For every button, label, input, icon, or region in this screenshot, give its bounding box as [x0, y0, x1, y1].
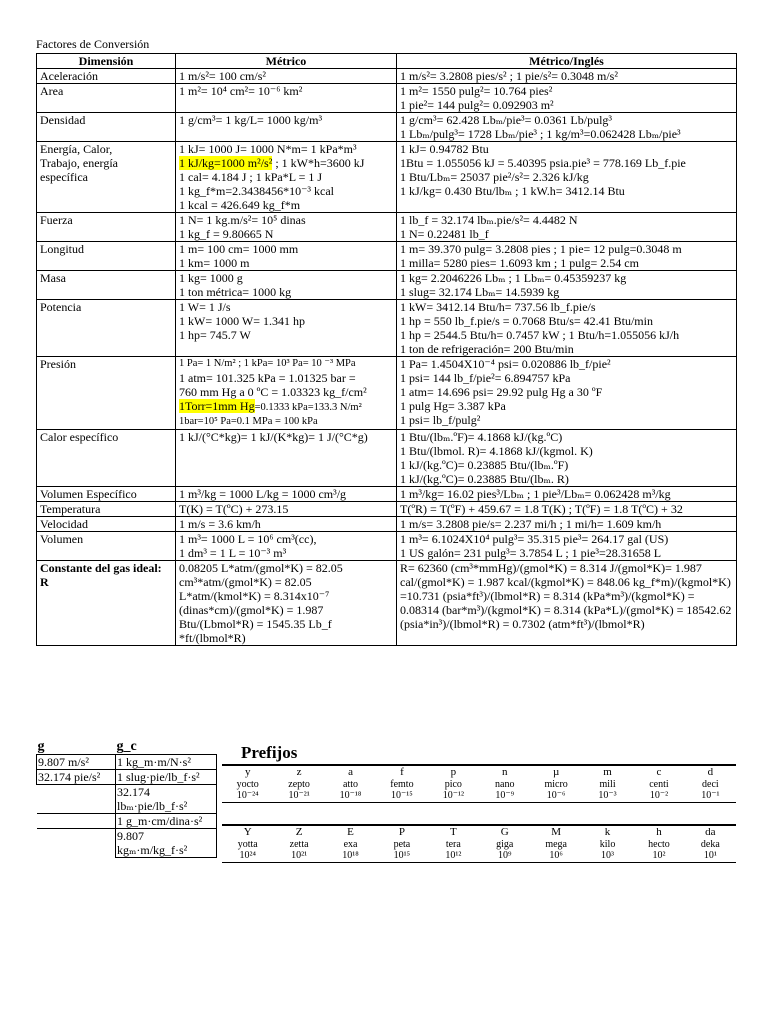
metric-cell: 1 kg= 1000 g 1 ton métrica= 1000 kg	[176, 271, 397, 300]
prefix-text: deci	[702, 778, 719, 790]
metric-cell: 0.08205 L*atm/(gmol*K) = 82.05 cm³*atm/(gmol*K) = 82.05 L*atm/(kmol*K) = 8.314x10⁻⁷ (dinas*cm)/(gmol*K) = 1.987 Btu/(Lbmol*R) = 1545.35 Lb_f *ft/(lbmol*R)	[176, 561, 397, 646]
table-header-row	[37, 740, 217, 755]
highlighted-text: 1 kJ/kg=1000 m²/s²	[179, 156, 273, 170]
prefix-text: 10⁻²	[649, 790, 669, 801]
english-cell: 1 kg= 2.2046226 Lbₘ ; 1 Lbₘ= 0.45359237 kg 1 slug= 32.174 Lbₘ= 14.5939 kg	[397, 271, 737, 300]
prefix-cell	[325, 826, 376, 862]
prefix-text: G	[500, 826, 509, 838]
prefix-text: E	[347, 826, 354, 838]
prefix-text: pico	[444, 778, 462, 790]
dimension-cell: Temperatura	[37, 502, 176, 517]
prefix-text: zepto	[288, 778, 310, 790]
prefix-text: k	[604, 826, 611, 838]
prefix-text: deka	[700, 838, 720, 850]
header-dimension: Dimensión	[37, 54, 176, 69]
english-cell: 1 Btu/(lbₘ.ºF)= 4.1868 kJ/(kg.ºC) 1 Btu/(lbmol. R)= 4.1868 kJ/(kgmol. K) 1 kJ/(kg.ºC)= 0.23885 Btu/(lbₘ.ºF) 1 kJ/(kg.ºC)= 0.23885 Btu/(lbₘ. R)	[397, 430, 737, 487]
prefijos-title: Prefijos	[241, 743, 298, 762]
prefix-cell	[325, 766, 376, 802]
header-metric-english: Métrico/Inglés	[397, 54, 737, 69]
dimension-cell: Energía, Calor, Trabajo, energía específica	[37, 142, 176, 213]
table-row	[37, 357, 737, 430]
prefix-text: kilo	[599, 838, 616, 850]
prefix-text: 10⁶	[549, 850, 563, 861]
prefix-text: 10²¹	[291, 850, 308, 861]
dimension-cell: Volumen Específico	[37, 487, 176, 502]
prefix-text: Y	[243, 826, 252, 838]
g-value: 9.807 m/s²	[37, 755, 116, 770]
prefix-text: z	[296, 766, 302, 778]
prefix-cell	[633, 766, 684, 802]
dimension-cell: Calor específico	[37, 430, 176, 487]
prefix-text: mili	[599, 778, 616, 790]
english-cell: 1 m= 39.370 pulg= 3.2808 pies ; 1 pie= 12 pulg=0.3048 m 1 milla= 5280 pies= 1.6093 km ; 1 pulg= 2.54 cm	[397, 242, 737, 271]
table-row	[37, 755, 217, 770]
g-value	[37, 785, 116, 814]
prefix-cell	[479, 826, 530, 862]
prefix-cell	[428, 826, 479, 862]
table-row	[37, 517, 737, 532]
english-cell: 1 kJ= 0.94782 Btu 1Btu = 1.055056 kJ = 5.40395 psia.pie³ = 778.169 Lb_f.pie 1 Btu/Lbₘ= 25037 pie²/s²= 2.326 kJ/kg 1 kJ/kg= 0.430 Btu/lbₘ ; 1 kW.h= 3412.14 Btu	[397, 142, 737, 213]
prefix-text: micro	[544, 778, 568, 790]
prefix-text: µ	[552, 766, 560, 778]
g-value	[37, 814, 116, 829]
table-row	[37, 785, 217, 814]
dimension-cell: Volumen	[37, 532, 176, 561]
gc-value: 1 g_m·cm/dina·s²	[116, 814, 217, 829]
table-row	[37, 271, 737, 300]
gc-value: 9.807 kgₘ·m/kg_f·s²	[116, 829, 217, 858]
prefix-text: Z	[295, 826, 303, 838]
metric-cell: 1 m³= 1000 L = 10⁶ cm³(cc), 1 dm³ = 1 L = 10⁻³ m³	[176, 532, 397, 561]
metric-cell: 1 g/cm³= 1 kg/L= 1000 kg/m³	[176, 113, 397, 142]
prefix-text: da	[705, 826, 716, 838]
english-cell: T(ºR) = T(ºF) + 459.67 = 1.8 T(K) ; T(ºF) = 1.8 T(ºC) + 32	[397, 502, 737, 517]
prefix-text: 10⁻²¹	[288, 790, 310, 801]
metric-cell: 1 kJ/(°C*kg)= 1 kJ/(K*kg)= 1 J/(°C*g)	[176, 430, 397, 487]
english-cell: 1 m²= 1550 pulg²= 10.764 pies² 1 pie²= 144 pulg²= 0.092903 m²	[397, 84, 737, 113]
prefix-text: peta	[393, 838, 411, 850]
prefix-text: nano	[495, 778, 515, 790]
prefix-text: c	[656, 766, 662, 778]
table-row	[37, 502, 737, 517]
conversion-table	[36, 53, 737, 646]
prefix-cell	[685, 826, 736, 862]
table-row	[37, 770, 217, 785]
table-row	[37, 300, 737, 357]
table-row	[37, 532, 737, 561]
prefix-cell	[633, 826, 684, 862]
metric-cell: 1 Pa= 1 N/m² ; 1 kPa= 10³ Pa= 10 ⁻³ MPa 1 atm= 101.325 kPa = 1.01325 bar = 760 mm Hg a 0 ºC = 1.03323 kg_f/cm² 1Torr=1mm Hg=0.1333 kPa=133.3 N/m² 1bar=10⁵ Pa=0.1 MPa = 100 kPa	[176, 357, 397, 430]
prefix-cell	[222, 766, 273, 802]
english-cell: 1 m/s²= 3.2808 pies/s² ; 1 pie/s²= 0.3048 m/s²	[397, 69, 737, 84]
prefix-text: 10⁹	[497, 850, 512, 861]
prefix-row-small	[222, 764, 736, 803]
header-metric: Métrico	[176, 54, 397, 69]
metric-cell: 1 kJ= 1000 J= 1000 N*m= 1 kPa*m³ 1 kJ/kg=1000 m²/s² ; 1 kW*h=3600 kJ 1 cal= 4.184 J ; 1 kPa*L = 1 J 1 kg_f*m=2.3438456*10⁻³ kcal 1 kcal = 426.649 kg_f*m	[176, 142, 397, 213]
prefix-row-large	[222, 824, 736, 863]
table-row	[37, 561, 737, 646]
prefix-text: 10⁻²⁴	[236, 790, 259, 801]
gc-value: 32.174 lbₘ·pie/lb_f·s²	[116, 785, 217, 814]
prefix-text: P	[398, 826, 405, 838]
prefix-text: h	[656, 826, 662, 838]
header-gc: g_c	[116, 740, 217, 755]
prefix-text: f	[400, 766, 404, 778]
metric-cell: 1 N= 1 kg.m/s²= 10⁵ dinas 1 kg_f = 9.80665 N	[176, 213, 397, 242]
dimension-cell: Area	[37, 84, 176, 113]
prefix-text: m	[603, 766, 612, 778]
prefix-text: 10¹⁸	[342, 850, 359, 861]
prefix-cell	[376, 766, 427, 802]
english-cell: R= 62360 (cm³*mmHg)/(gmol*K) = 8.314 J/(gmol*K)= 1.987 cal/(gmol*K) = 1.987 kcal/(kgmol*K) = 848.06 kg_f*m)/(kgmol*K) =10.731 (psia*ft³)/(lbmol*R) = 8.314 (kPa*m³)/(kgmol*K) = 0.08314 (bar*m³)/(kgmol*K) = 8.314 (kPa*L)/(gmol*K) = 18542.62 (psia*in³)/(lbmol*R) = 0.7302 (atm*ft³)/(lbmol*R)	[397, 561, 737, 646]
g-value	[37, 829, 116, 858]
header-g: g	[37, 740, 116, 755]
prefix-text: exa	[343, 838, 358, 850]
english-cell: 1 m³/kg= 16.02 pies³/Lbₘ ; 1 pie³/Lbₘ= 0.062428 m³/kg	[397, 487, 737, 502]
dimension-cell: Constante del gas ideal: R	[37, 561, 176, 646]
table-row	[37, 829, 217, 858]
prefix-text: yocto	[236, 778, 259, 790]
prefix-text: hecto	[648, 838, 670, 850]
prefix-cell	[428, 766, 479, 802]
prefix-text: giga	[496, 838, 514, 850]
table-row	[37, 487, 737, 502]
dimension-cell: Velocidad	[37, 517, 176, 532]
dimension-cell: Aceleración	[37, 69, 176, 84]
prefix-cell	[530, 826, 581, 862]
english-cell: 1 kW= 3412.14 Btu/h= 737.56 lb_f.pie/s 1 hp = 550 lb_f.pie/s = 0.7068 Btu/s= 42.41 Btu/min 1 hp = 2544.5 Btu/h= 0.7457 kW ; 1 Btu/h=1.055056 kJ/h 1 ton de refrigeración= 200 Btu/min	[397, 300, 737, 357]
prefix-text: 10²⁴	[239, 850, 256, 861]
prefix-text: 10⁻³	[598, 790, 617, 801]
highlighted-text: 1Torr=1mm Hg	[179, 399, 255, 413]
prefix-text: 10³	[601, 850, 615, 861]
dimension-cell: Potencia	[37, 300, 176, 357]
metric-cell: T(K) = T(ºC) + 273.15	[176, 502, 397, 517]
dimension-cell: Fuerza	[37, 213, 176, 242]
table-row	[37, 242, 737, 271]
metric-cell: 1 W= 1 J/s 1 kW= 1000 W= 1.341 hp 1 hp= 745.7 W	[176, 300, 397, 357]
table-row	[37, 69, 737, 84]
prefix-cell	[685, 766, 736, 802]
prefix-text: 10¹²	[445, 850, 462, 861]
gc-value: 1 kg_m·m/N·s²	[116, 755, 217, 770]
page-title: Factores de Conversión	[36, 37, 150, 51]
table-row	[37, 213, 737, 242]
prefix-text: 10⁻¹⁸	[339, 790, 362, 801]
prefix-text: centi	[649, 778, 669, 790]
table-header-row	[37, 54, 737, 69]
prefix-text: 10⁻¹²	[442, 790, 464, 801]
prefix-text: zetta	[289, 838, 309, 850]
dimension-cell: Densidad	[37, 113, 176, 142]
dimension-cell: Presión	[37, 357, 176, 430]
prefix-text: n	[501, 766, 508, 778]
prefix-text: p	[450, 766, 457, 778]
prefix-cell	[530, 766, 581, 802]
prefix-text: yotta	[237, 838, 258, 850]
prefix-text: 10¹	[703, 850, 717, 861]
prefix-text: tera	[445, 838, 461, 850]
prefix-text: 10⁻¹⁵	[391, 790, 413, 801]
prefix-text: mega	[545, 838, 567, 850]
prefix-text: 10¹⁵	[393, 850, 411, 861]
metric-cell: 1 m²= 10⁴ cm²= 10⁻⁶ km²	[176, 84, 397, 113]
prefix-cell	[273, 826, 324, 862]
g-value: 32.174 pie/s²	[37, 770, 116, 785]
prefix-cell	[582, 826, 633, 862]
english-cell: 1 Pa= 1.4504X10⁻⁴ psi= 0.020886 lb_f/pie² 1 psi= 144 lb_f/pie²= 6.894757 kPa 1 atm= 14.696 psi= 29.92 pulg Hg a 30 ºF 1 pulg Hg= 3.387 kPa 1 psi= lb_f/pulg²	[397, 357, 737, 430]
dimension-cell: Masa	[37, 271, 176, 300]
prefix-text: M	[551, 826, 562, 838]
prefix-text: a	[348, 766, 353, 778]
english-cell: 1 lb_f = 32.174 lbₘ.pie/s²= 4.4482 N 1 N= 0.22481 lb_f	[397, 213, 737, 242]
prefix-text: femto	[390, 778, 414, 790]
table-row	[37, 814, 217, 829]
metric-cell: 1 m/s²= 100 cm/s²	[176, 69, 397, 84]
prefix-cell	[479, 766, 530, 802]
prefix-text: 10⁻¹	[701, 790, 720, 801]
gravity-constants-table	[36, 740, 217, 858]
prefix-text: 10⁻⁶	[546, 790, 566, 801]
prefix-text: atto	[343, 778, 359, 790]
prefix-cell	[582, 766, 633, 802]
table-row	[37, 113, 737, 142]
dimension-cell: Longitud	[37, 242, 176, 271]
english-cell: 1 m³= 6.1024X10⁴ pulg³= 35.315 pie³= 264.17 gal (US) 1 US galón= 231 pulg³= 3.7854 L ; 1 pie³=28.31658 L	[397, 532, 737, 561]
table-row	[37, 430, 737, 487]
prefix-cell	[376, 826, 427, 862]
metric-cell: 1 m= 100 cm= 1000 mm 1 km= 1000 m	[176, 242, 397, 271]
prefix-cell	[273, 766, 324, 802]
prefix-text: 10²	[652, 850, 666, 861]
prefix-cell	[222, 826, 273, 862]
metric-cell: 1 m/s = 3.6 km/h	[176, 517, 397, 532]
english-cell: 1 g/cm³= 62.428 Lbₘ/pie³= 0.0361 Lb/pulg³ 1 Lbₘ/pulg³= 1728 Lbₘ/pie³ ; 1 kg/m³=0.062428 Lbₘ/pie³	[397, 113, 737, 142]
prefix-text: y	[244, 766, 251, 778]
gc-value: 1 slug·pie/lb_f·s²	[116, 770, 217, 785]
table-row	[37, 142, 737, 213]
prefix-text: d	[707, 766, 714, 778]
metric-cell: 1 m³/kg = 1000 L/kg = 1000 cm³/g	[176, 487, 397, 502]
prefix-text: T	[449, 826, 457, 838]
table-row	[37, 84, 737, 113]
english-cell: 1 m/s= 3.2808 pie/s= 2.237 mi/h ; 1 mi/h= 1.609 km/h	[397, 517, 737, 532]
prefix-text: 10⁻⁹	[495, 790, 515, 801]
